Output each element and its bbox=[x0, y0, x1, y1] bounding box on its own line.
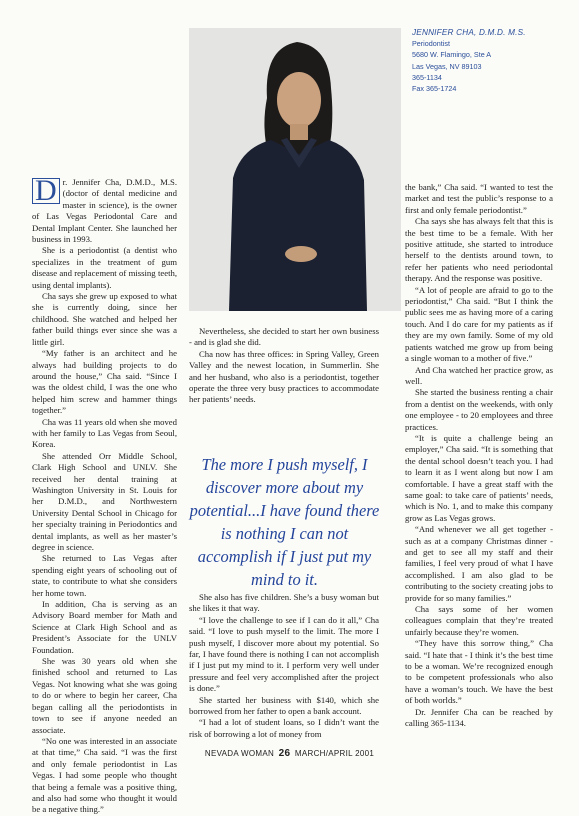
article-paragraph: Cha says she grew up exposed to what she is currently doing, since her childhood. She watched and helped her father build things ever since she was a little girl. bbox=[32, 291, 177, 347]
article-paragraph: Cha says she has always felt that this is the best time to be a female. With her positive attitude, she started to introduce herself to the dentists around town, to refer her patients who need periodontal therapy. And the response was positive. bbox=[405, 216, 553, 284]
pull-quote: The more I push myself, I discover more about my potential...I have found there is nothing I can not accomplish if I just put my mind to it. bbox=[189, 455, 380, 589]
article-paragraph: She returned to Las Vegas after spending eight years of schooling out of state, to contribute to what she considers her home town. bbox=[32, 553, 177, 598]
article-paragraph: She is a periodontist (a dentist who specializes in the treatment of gum disease and replacement of missing teeth, using dental implants). bbox=[32, 245, 177, 290]
issue-date: MARCH/APRIL 2001 bbox=[294, 749, 375, 758]
article-paragraph: “It is quite a challenge being an employer,” Cha said. “It is something that the dental school doesn’t teach you. I had to learn it as I went along but now I am comfortable. I have a great staff with the same goal: to take care of patients’ needs, which is No. 1, and to make this company grow as Las Vegas grows. bbox=[405, 432, 553, 523]
contact-address-line1: 5680 W. Flamingo, Ste A bbox=[412, 50, 492, 60]
article-paragraph: Nevertheless, she decided to start her own business - and is glad she did. bbox=[189, 326, 379, 348]
contact-title: Periodontist bbox=[412, 39, 450, 49]
portrait-image bbox=[189, 28, 401, 311]
article-paragraph: She started her business with $140, which she borrowed from her father to open a bank account. bbox=[189, 694, 379, 717]
article-column-2-bottom bbox=[189, 592, 379, 740]
article-paragraph: Dr. Jennifer Cha can be reached by calling 365-1134. bbox=[405, 706, 553, 729]
article-paragraph: “I had a lot of student loans, so I didn’t want the risk of borrowing a lot of money from bbox=[189, 717, 379, 739]
contact-phone: 365-1134 bbox=[412, 72, 442, 82]
page-number: 26 bbox=[278, 748, 291, 759]
article-paragraph: the bank,” Cha said. “I wanted to test the market and test the public’s response to a first and only female periodontist.” bbox=[405, 182, 553, 215]
article-paragraph: D r. Jennifer Cha, D.M.D., M.S. (doctor of dental medicine and master in science), is the owner of Las Vegas Periodontal Care and Dental Implant Center. She launched her business in 1993. bbox=[32, 174, 177, 245]
article-paragraph: Cha says some of her women colleagues complain that they’re treated unfairly because they’re women. bbox=[405, 604, 553, 637]
article-column-2-top bbox=[189, 326, 379, 406]
article-paragraph: “My father is an architect and he always had building projects to do around the house,” Cha said. “Since I was the oldest child, I was the one who helped him screw and hammer things together.” bbox=[32, 348, 177, 416]
article-paragraph: She also has five children. She’s a busy woman but she likes it that way. bbox=[189, 592, 379, 614]
article-paragraph: She attended Orr Middle School, Clark High School and UNLV. She received her dental training at Washington University in St. Louis for her D.M.D., and Northwestern University Dental School in Chicago for her specialty training in Periodontics and dental implants, as well as her master’s degree in science. bbox=[32, 450, 177, 552]
article-paragraph: “They have this sorrow thing,” Cha said. “I hate that - I think it’s the best time to be a woman. We’re recognized enough to be competent professionals who also have a woman’s touch. We have the best of both worlds.” bbox=[405, 638, 553, 706]
portrait-photo bbox=[189, 28, 401, 311]
contact-fax: Fax 365-1724 bbox=[412, 84, 457, 94]
contact-address-line2: Las Vegas, NV 89103 bbox=[412, 61, 482, 71]
article-paragraph: “And whenever we all get together - such as at a company Christmas dinner - and get to see all my staff and their families, I feel very proud of what I have accomplished. I am also glad to be contributing to the society creating jobs to provide for so many families.” bbox=[405, 524, 553, 603]
article-paragraph: She started the business renting a chair from a dentist on the weekends, with only one employee - to 20 employees and three practices. bbox=[405, 387, 553, 432]
article-paragraph: Cha was 11 years old when she moved with her family to Las Vegas from Seoul, Korea. bbox=[32, 416, 177, 450]
contact-name: JENNIFER CHA, D.M.D. M.S. bbox=[412, 28, 526, 37]
article-paragraph: “A lot of people are afraid to go to the periodontist,” Cha said. “But I think the public sees me as having more of a caring touch. And I do care for my patients as if they are my own family. Some of my old patients watched me grow up from being a single woman to a mother of five.” bbox=[405, 284, 553, 364]
article-column-1 bbox=[32, 174, 177, 816]
page-footer bbox=[0, 748, 579, 759]
article-paragraph: And Cha watched her practice grow, as well. bbox=[405, 364, 553, 386]
article-paragraph: “No one was interested in an associate at that time,” Cha said. “I was the first and only female periodontist in Las Vegas. I had some people who thought that being a female was a positive thing, and also had some who thought it would be a negative thing.” bbox=[32, 735, 177, 815]
article-paragraph: In addition, Cha is serving as an Advisory Board member for Math and Science at Clark High School and as President’s Associate for the UNLV Foundation. bbox=[32, 599, 177, 655]
article-column-3 bbox=[405, 182, 553, 730]
magazine-name: NEVADA WOMAN bbox=[204, 749, 275, 758]
article-paragraph: Cha now has three offices: in Spring Valley, Green Valley and the newest location, in Summerlin. She and her husband, who also is a periodontist, together operate the three very busy practices to accommodate her patients’ needs. bbox=[189, 348, 379, 405]
drop-cap: D bbox=[32, 178, 60, 204]
article-paragraph: She was 30 years old when she finished school and returned to Las Vegas. Not knowing what she was going to do or where to begin her career, Cha began calling all the periodontists in town to see if anyone needed an associate. bbox=[32, 656, 177, 735]
article-paragraph: “I love the challenge to see if I can do it all,” Cha said. “I love to push myself to the limit. The more I push myself, I discover more about my potential. So far, I have found there is nothing I can not accomplish if I just put my mind to it. I perform very well under pressure and feel very accomplished after the project is done.” bbox=[189, 614, 379, 694]
contact-block bbox=[412, 27, 572, 94]
